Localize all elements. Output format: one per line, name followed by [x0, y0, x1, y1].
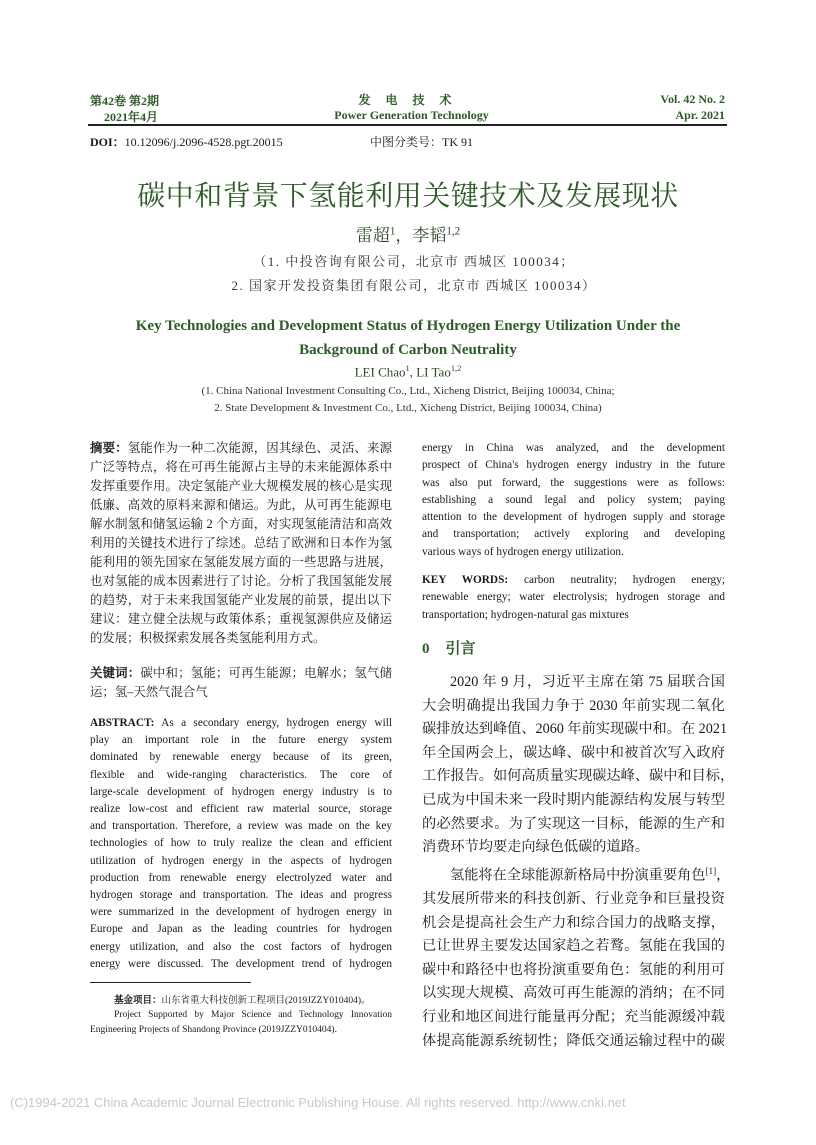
text-line: 年全国两会上，碳达峰、碳中和被首次写入政府: [422, 744, 725, 761]
page-title-en-1: Key Technologies and Development Status of Hydrogen Energy Utilization Under the: [135, 318, 681, 334]
text-line: 以实现大规模、高效可再生能源的消纳；在不同: [422, 985, 725, 1002]
text-line: 利用的关键技术进行了综述。总结了欧洲和日本作为氢: [90, 536, 392, 550]
text-line: 的必然要求。为了实现这一目标，能源的生产和: [422, 815, 725, 832]
text-line: energy utilization, and also the cost factors of hydrogen: [90, 940, 392, 953]
abstract-cn-lines: [90, 458, 392, 648]
page-title-en-2: Background of Carbon Neutrality: [299, 342, 517, 358]
section-number: 0: [422, 641, 430, 657]
text-line: 的趋势，对于未来我国氢能产业发展的前景，提出以下: [90, 593, 392, 607]
text-line: 碳排放达到峰值、2060 年前实现碳中和。在 2021: [422, 721, 728, 738]
authors-cn: [0, 221, 816, 246]
text-line: energy were discussed. The development trend of hydrogen: [90, 957, 392, 970]
keywords-en-text: carbon neutrality; hydrogen energy;: [508, 574, 725, 586]
text-line: play an important role in the future energy system: [90, 734, 392, 747]
text-line: were summarized in the development of hydrogen energy in: [90, 906, 392, 919]
abstract-cn: [90, 439, 392, 648]
section-body: [422, 671, 735, 1053]
text-line: technologies of how to truly realize the clean and efficient: [90, 837, 392, 850]
text-line: renewable energy; water electrolysis; hydrogen storage and: [422, 591, 725, 604]
clc-value: TK 91: [442, 135, 474, 149]
text-line: and transportation. Therefore, a review was made on the key: [90, 820, 392, 833]
text-line: production from renewable energy electrolyzed water and: [90, 871, 392, 884]
abstract-en-continued: [422, 440, 725, 561]
text-line: 工作报告。如何高质量实现碳达峰、碳中和目标，: [422, 768, 735, 785]
page-title-cn: 碳中和背景下氢能利用关键技术及发展现状: [137, 179, 679, 212]
clc-label: 中图分类号：: [370, 135, 443, 149]
text-line: various ways of hydrogen energy utilization.: [422, 545, 624, 558]
author-en-sep: ,: [409, 364, 417, 380]
doi-value: 10.12096/j.2096-4528.pgt.20015: [124, 135, 283, 149]
abstract-cn-text: 氢能作为一种二次能源，因其绿色、灵活、来源: [127, 441, 393, 455]
clc-line: [370, 133, 473, 150]
journal-en: Power Generation Technology: [334, 108, 489, 122]
text-line: large-scale development of hydrogen energy industry is to: [90, 785, 392, 798]
author-1: 雷超: [355, 226, 390, 245]
text-line: transportation; hydrogen-natural gas mixtures: [422, 608, 629, 621]
author-en-1: LEI Chao: [354, 364, 406, 380]
section-title: 引言: [445, 641, 476, 657]
keywords-en-lines: [422, 589, 725, 624]
text-line: 建议：建立健全法规与政策体系；重视氢源供应及储运: [90, 612, 392, 626]
footnote-fund: [114, 992, 371, 1006]
footnote-rule: [90, 982, 251, 983]
abstract-en-lines: [90, 732, 392, 973]
abstract-en-continued-lines: [422, 440, 725, 561]
text-line: 行业和地区间进行能量再分配；充当能源缓冲载: [422, 1009, 725, 1026]
footnote-en: [90, 1008, 392, 1038]
text-line: 能利用的领先国家在氢能发展方面的一些思路与进展，: [90, 555, 392, 569]
date-en: Apr. 2021: [675, 108, 725, 122]
text-line: 体提高能源系统韧性；降低交通运输过程中的碳: [422, 1032, 725, 1049]
volume-en: Vol. 42 No. 2: [660, 92, 725, 106]
footnote-en-1: Project Supported by Major Science and Technology Innovation: [114, 1010, 392, 1020]
keywords-en-label: KEY WORDS:: [422, 574, 509, 586]
para-2-first-line: [422, 860, 731, 888]
section-heading: [422, 637, 476, 658]
text-line: attention to the development of hydrogen supply and storage: [422, 511, 725, 524]
doi-label: DOI：: [90, 135, 125, 149]
keywords-cn: [90, 664, 392, 702]
keywords-cn-line: [90, 664, 392, 683]
abstract-en-text: As a secondary energy, hydrogen energy will: [154, 717, 392, 729]
text-line: 运；氢–天然气混合气: [90, 685, 208, 699]
para-1-first-line: 2020 年 9 月，习近平主席在第 75 届联合国: [450, 674, 725, 690]
header-rule: [88, 124, 727, 126]
affiliation-en-1: (1. China National Investment Consulting Co., Ltd., Xicheng District, Beijing 100034, China;: [201, 385, 615, 397]
authors-en: [0, 363, 816, 380]
abstract-en-label: ABSTRACT:: [90, 717, 155, 729]
keywords-cn-text: 碳中和；氢能；可再生能源；电解水；氢气储: [140, 666, 393, 680]
text-line: 发挥重要作用。决定氢能产业大规模发展的核心是实现: [90, 479, 392, 493]
doi-line: [90, 133, 283, 150]
text-line: 广泛等特点，将在可再生能源占主导的未来能源体系中: [90, 460, 392, 474]
text-line: 消费环节均要走向绿色低碳的道路。: [422, 839, 650, 856]
date-cn: 2021年4月: [104, 110, 159, 124]
text-line: hydrogen storage and transportation. The ideas and progress: [90, 889, 392, 902]
text-line: Europe and Japan as the leading countries for hydrogen: [90, 923, 392, 936]
para-2-text: 氢能将在全球能源新格局中扮演重要角色: [450, 867, 706, 884]
volume-cn: 第42卷 第2期: [90, 94, 160, 108]
keywords-cn-label: 关键词：: [90, 666, 141, 680]
citation-ref[interactable]: [1]: [705, 865, 717, 876]
author-en-1-sup: 1: [405, 363, 410, 373]
author-en-2: LI Tao: [416, 364, 451, 380]
journal-cn: 发 电 技 术: [358, 93, 458, 107]
keywords-en: [422, 572, 725, 624]
keywords-cn-lines: [90, 683, 392, 702]
text-line: 也对氢能的成本因素进行了讨论。分析了我国氢能发展: [90, 574, 392, 588]
para-2-punct: ，: [716, 867, 731, 884]
text-line: 解水制氢和储氢运输 2 个方面，对实现氢能清洁和高效: [90, 517, 392, 531]
text-line: 碳中和路径中也将扮演重要角色：氢能的利用可: [422, 961, 725, 978]
text-line: 已让世界主要发达国家趋之若鹜。氢能在我国的: [422, 938, 725, 955]
text-line: flexible and wide-ranging characteristics. The core of: [90, 768, 392, 781]
text-line: prospect of China's hydrogen energy industry in the future: [422, 459, 725, 472]
abstract-cn-line: [90, 439, 392, 458]
text-line: establishing a sound legal and policy system; paying: [422, 493, 725, 506]
author-2-sup: 1,2: [446, 225, 461, 238]
author-en-2-sup: 1,2: [450, 363, 462, 373]
text-line: was also put forward, the suggestions were as follows:: [422, 476, 725, 489]
text-line: 低廉、高效的原料来源和储运。为此，从可再生能源电: [90, 498, 392, 512]
para-2-lines: [422, 888, 725, 1053]
text-line: dominated by renewable energy because of its green,: [90, 751, 392, 764]
abstract-cn-label: 摘要：: [90, 441, 128, 455]
text-line: 机会是提高社会生产力和综合国力的战略支撑，: [422, 914, 725, 931]
author-2: 李韬: [412, 226, 447, 245]
author-1-sup: 1: [389, 225, 396, 238]
abstract-en-line: [90, 715, 392, 732]
footnote-label: 基金项目：: [114, 996, 162, 1006]
keywords-en-line: [422, 572, 725, 589]
text-line: 已成为中国未来一段时期内能源结构发展与转型: [422, 791, 725, 808]
footnote-text: 山东省重大科技创新工程项目(2019JZZY010404)。: [161, 996, 371, 1006]
footnote-en-2: Engineering Projects of Shandong Province (2019JZZY010404).: [90, 1025, 337, 1035]
text-line: 大会明确提出我国力争于 2030 年前实现二氧化: [422, 697, 725, 714]
affiliation-cn-2: 2. 国家开发投资集团有限公司，北京市 西城区 100034）: [231, 278, 597, 293]
text-line: utilization of hydrogen energy in the aspects of hydrogen: [90, 854, 392, 867]
text-line: energy in China was analyzed, and the development: [422, 442, 725, 454]
text-line: 其发展所带来的科技创新、行业竞争和巨量投资: [422, 891, 725, 908]
affiliation-en-2: 2. State Development & Investment Co., Ltd., Xicheng District, Beijing 100034, China): [214, 402, 602, 414]
affiliation-cn-1: （1. 中投咨询有限公司，北京市 西城区 100034；: [253, 254, 575, 269]
para-1-lines: [422, 695, 735, 860]
text-line: 的发展；积极探索发展各类氢能利用方式。: [90, 631, 326, 645]
author-sep: ，: [395, 226, 413, 245]
abstract-en: [90, 715, 392, 973]
text-line: realize low-cost and efficient raw material source, storage: [90, 803, 392, 816]
watermark: (C)1994-2021 China Academic Journal Electronic Publishing House. All rights reserved. http://www.cnki.net: [10, 1095, 626, 1110]
text-line: and transportation; actively exploring and developing: [422, 528, 725, 541]
